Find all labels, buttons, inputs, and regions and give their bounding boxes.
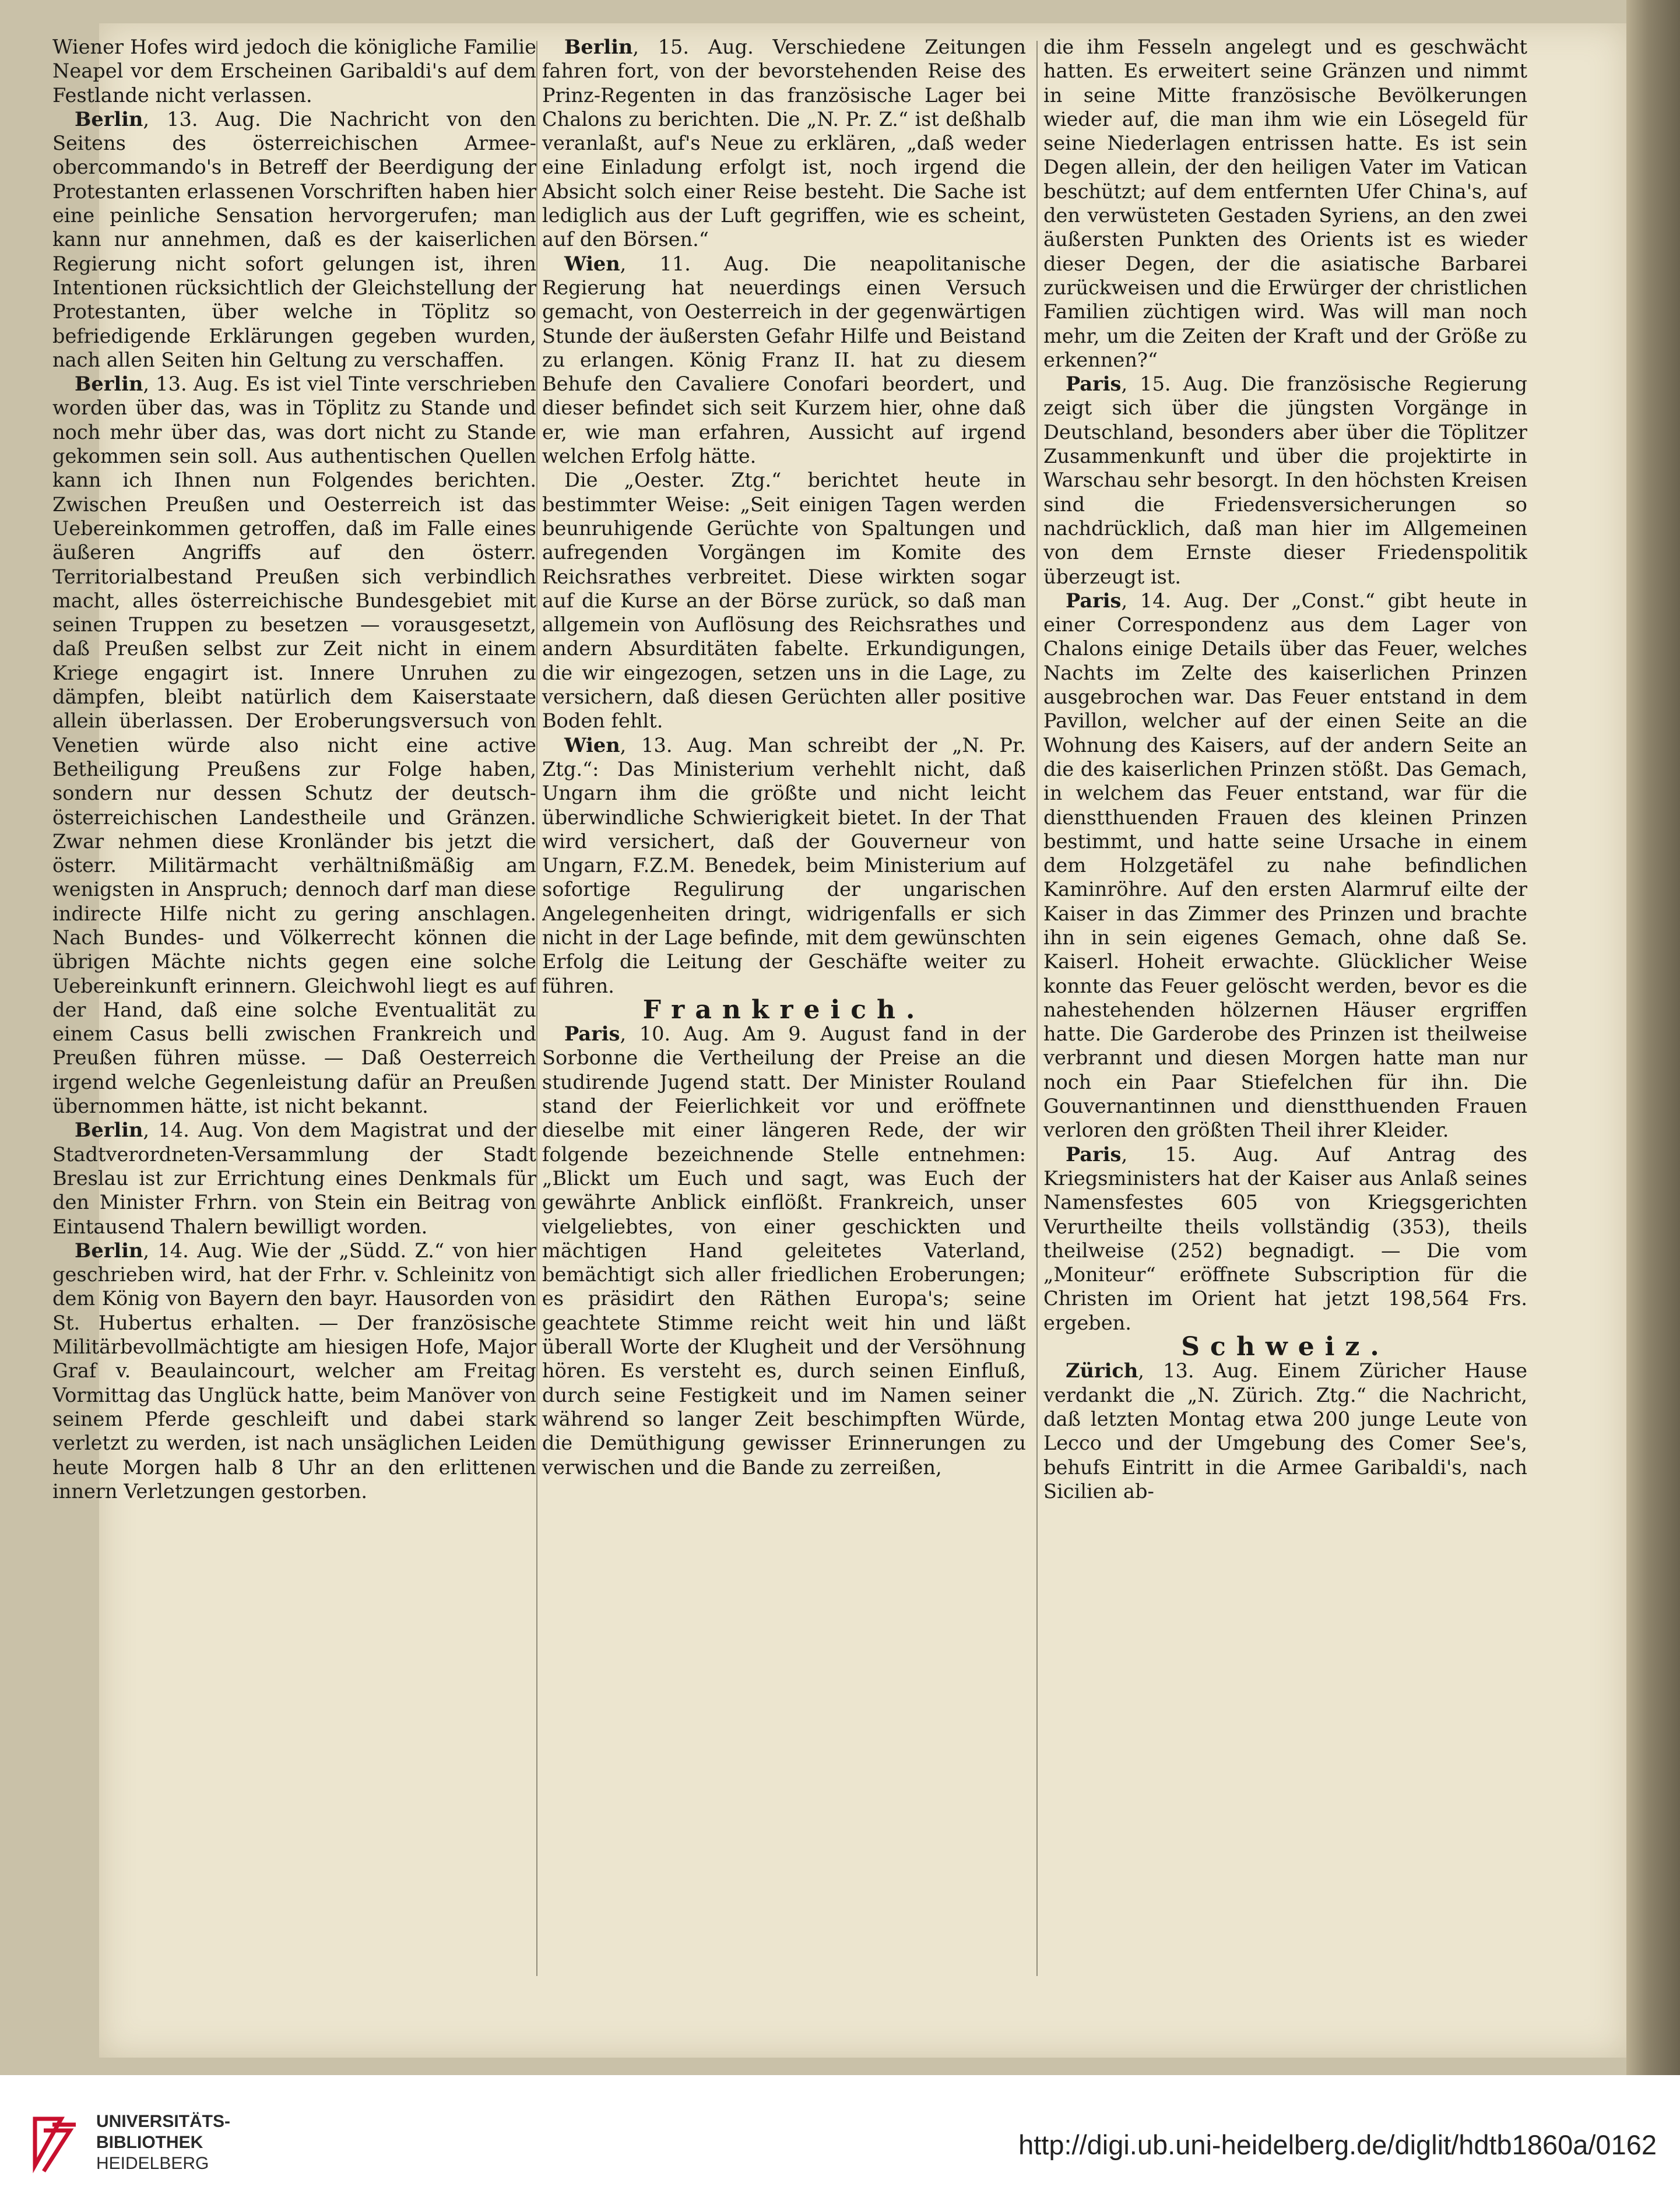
article-paragraph — [52, 1239, 536, 1503]
article-paragraph — [52, 1118, 536, 1238]
article-paragraph — [542, 35, 1026, 252]
dateline-place: Paris — [1066, 1142, 1122, 1166]
dateline-place: Berlin — [564, 35, 633, 58]
source-url-link[interactable]: http://digi.ub.uni-heidelberg.de/diglit/hdtb1860a/0162 — [1018, 2129, 1657, 2160]
article-paragraph — [1043, 1142, 1527, 1335]
article-text: die ihm Fesseln angelegt und es geschwächt hatten. Es erweitert seine Gränzen und nimmt in seine Mitte französische Bevölkerungen wieder auf, die man ihm wie ein Lösegeld für seine Niederlagen entrissen hatte. Es ist sein Degen allein, der den heiligen Vater im Vatican beschützt; auf dem entfernten Ufer China's, auf den verwüsteten Gestaden Syriens, an den zwei äußersten Punkten des Orients ist es wieder dieser Degen, der die asiatische Barbarei zurückweisen und die Erwürger der christlichen Familien züchtigen wird. Was will man noch mehr, um die Zeiten der Kraft und der Größe zu erkennen?“ — [1043, 36, 1527, 371]
article-text: , 11. Aug. Die neapolitanische Regierung hat neuerdings einen Versuch gemacht, von Oesterreich in der gegenwärtigen Stunde der äußersten Gefahr Hilfe und Beistand zu erlangen. König Franz II. hat zu diesem Behufe den Cavaliere Conofari beordert, und dieser befindet sich seit Kurzem hier, ohne daß er, wie man erfahren, Aussicht auf irgend welchen Erfolg hätte. — [542, 252, 1026, 468]
article-paragraph — [52, 35, 536, 107]
institution-line-2: BIBLIOTHEK — [96, 2133, 203, 2152]
footer-bar — [0, 2075, 1680, 2208]
article-paragraph — [52, 107, 536, 372]
page-edge — [1626, 0, 1680, 2075]
article-text: Die „Oester. Ztg.“ berichtet heute in bestimmter Weise: „Seit einigen Tagen werden beunruhigende Gerüchte von Spaltungen und aufregenden Vorgängen im Komite des Reichsrathes verbreitet. Diese wirkten sogar auf die Kurse an der Börse zurück, so daß man allgemein von Auflösung des Reichsrathes und andern Absurditäten fabelte. Erkundigungen, die wir eingezogen, setzen uns in die Lage, zu versichern, daß diesen Gerüchten aller positive Boden fehlt. — [542, 469, 1026, 733]
institution-name — [96, 2111, 230, 2174]
column-1 — [52, 35, 536, 1982]
column-rule — [536, 41, 537, 1976]
column-2 — [542, 35, 1026, 1982]
article-text: , 15. Aug. Auf Antrag des Kriegsministers hat der Kaiser aus Anlaß seines Namensfestes 605 von Kriegsgerichten Verurtheilte theils vollständig (353), theils theilweise (252) begnadigt. — Die vom „Moniteur“ eröffnete Subscription für die Christen im Orient hat jetzt 198,564 Frs. ergeben. — [1043, 1142, 1527, 1334]
article-text: , 13. Aug. Einem Züricher Hause verdankt die „N. Zürich. Ztg.“ die Nachricht, daß letzten Montag etwa 200 junge Leute von Lecco und der Umgebung des Comer See's, behufs Eintritt in die Armee Garibaldi's, nach Sicilien ab- — [1043, 1359, 1527, 1503]
article-paragraph — [542, 733, 1026, 998]
dateline-place: Berlin — [75, 107, 143, 131]
article-paragraph — [1043, 372, 1527, 589]
dateline-place: Zürich — [1066, 1359, 1138, 1383]
article-text: , 13. Aug. Es ist viel Tinte verschrieben worden über das, was in Töplitz zu Stande und noch mehr über das, was dort nicht zu Stande gekommen sein soll. Aus authentischen Quellen kann ich Ihnen nun Folgendes berichten. Zwischen Preußen und Oesterreich ist das Uebereinkommen getroffen, daß im Falle eines äußeren Angriffs auf den österr. Territorialbestand Preußen sich verbindlich macht, alles österreichische Bundesgebiet mit seinen Truppen zu besetzen — vorausgesetzt, daß Preußen selbst zur Zeit nicht in einem Kriege engagirt ist. Innere Unruhen zu dämpfen, bleibt natürlich dem Kaiserstaate allein überlassen. Der Eroberungsversuch von Venetien würde also nicht eine active Betheiligung Preußens zur Folge haben, sondern nur dessen Schutz der deutsch-österreichischen Landestheile und Gränzen. Zwar nehmen diese Kronländer bis jetzt die österr. Militärmacht verhältnißmäßig am wenigsten in Anspruch; dennoch darf man diese indirecte Hilfe nicht zu gering anschlagen. Nach Bundes- und Völkerrecht können die übrigen Mächte nichts gegen eine solche Uebereinkunft erinnern. Gleichwohl liegt es auf der Hand, daß eine solche Eventualität zu einem Casus belli zwischen Frankreich und Preußen führen müsse. — Daß Oesterreich irgend welche Gegenleistung dafür an Preußen übernommen hätte, ist nicht bekannt. — [52, 372, 536, 1118]
dateline-place: Wien — [564, 251, 620, 275]
article-text: , 13. Aug. Man schreibt der „N. Pr. Ztg.“: Das Ministerium verhehlt nicht, daß Ungarn ihm die größte und nicht leicht überwindliche Schwierigkeit bietet. In der That wird versichert, daß der Gouverneur von Ungarn, F.Z.M. Benedek, beim Ministerium auf sofortige Regulirung der ungarischen Angelegenheiten dringt, widrigenfalls er sich nicht in der Lage befinde, mit dem gewünschten Erfolg die Leitung der Geschäfte weiter zu führen. — [542, 733, 1026, 997]
article-paragraph — [52, 372, 536, 1118]
article-text: , 13. Aug. Die Nachricht von den Seitens des österreichischen Armee-obercommando's in Betreff der Beerdigung der Protestanten erlassenen Vorschriften haben hier eine peinliche Sensation hervorgerufen; man kann nur annehmen, daß es der kaiserlichen Regierung nicht sofort gelungen ist, ihren Intentionen rücksichtlich der Gleichstellung der Protestanten, über welche in Töplitz so befriedigende Erklärungen gegeben wurden, nach allen Seiten hin Geltung zu verschaffen. — [52, 107, 536, 371]
article-text: Wiener Hofes wird jedoch die königliche Familie Neapel vor dem Erscheinen Garibaldi's auf dem Festlande nicht verlassen. — [52, 36, 536, 107]
dateline-place: Berlin — [75, 372, 143, 396]
dateline-place: Paris — [1066, 372, 1122, 396]
article-text: , 14. Aug. Der „Const.“ gibt heute in einer Correspondenz aus dem Lager von Chalons einige Details über das Feuer, welches Nachts im Zelte des kaiserlichen Prinzen ausgebrochen war. Das Feuer entstand in dem Pavillon, welcher auf der einen Seite an die Wohnung des Kaisers, auf der andern Seite an die des kaiserlichen Prinzen stößt. Das Gemach, in welchem das Feuer entstand, war für die dienstthuenden Frauen des kleinen Prinzen bestimmt, und hatte seine Ursache in einem dem Holzgetäfel zu nahe befindlichen Kaminröhre. Auf den ersten Alarmruf eilte der Kaiser in das Zimmer des Prinzen und brachte ihn in sein eigenes Gemach, ohne daß Se. Kaiserl. Hoheit erwachte. Glücklicher Weise konnte das Feuer gelöscht werden, bevor es die nahestehenden hölzernen Häuser ergriffen hatte. Die Garderobe des Prinzen ist theilweise verbrannt und diesen Morgen hatte man nur noch ein Paar Stiefelchen für ihn. Die Gouvernantinnen und dienstthuenden Frauen verloren den größten Theil ihrer Kleider. — [1043, 589, 1527, 1142]
article-text: , 10. Aug. Am 9. August fand in der Sorbonne die Vertheilung der Preise an die studirende Jugend statt. Der Minister Rouland stand der Feierlichkeit vor und eröffnete dieselbe mit einer längeren Rede, der wir folgende bezeichnende Stelle entnehmen: „Blickt um Euch und sagt, was Euch der gewährte Anblick einflößt. Frankreich, unser vielgeliebtes, von einer geschickten und mächtigen Hand geleitetes Vaterland, bemächtigt sich aller friedlichen Eroberungen; es präsidirt den Räthen Europa's; seine geachtete Stimme reicht weit hin und läßt überall Worte der Klugheit und der Versöhnung hören. Es versteht es, durch seinen Einfluß, durch seine Festigkeit und im Namen seiner während so langer Zeit beschimpften Würde, die Demüthigung gewisser Erinnerungen zu verwischen und die Bande zu zerreißen, — [542, 1022, 1026, 1479]
article-paragraph — [542, 252, 1026, 469]
institution-line-3: HEIDELBERG — [96, 2154, 209, 2173]
article-text: , 14. Aug. Wie der „Südd. Z.“ von hier geschrieben wird, hat der Frhr. v. Schleinitz von dem König von Bayern den bayr. Hausorden von St. Hubertus erhalten. — Der französische Militärbevollmächtigte am hiesigen Hofe, Major Graf v. Beaulaincourt, welcher am Freitag Vormittag das Unglück hatte, beim Manöver von seinem Pferde geschleift und dabei stark verletzt zu werden, ist nach unsäglichen Leiden heute Morgen halb 8 Uhr an den erlittenen innern Verletzungen gestorben. — [52, 1239, 536, 1503]
article-text: , 15. Aug. Die französische Regierung zeigt sich über die jüngsten Vorgänge in Deutschland, besonders aber über die Töplitzer Zusammenkunft und über die projektirte in Warschau sehr besorgt. In den höchsten Kreisen sind die Friedensversicherungen so nachdrücklich, daß man hier im Allgemeinen von dem Ernste dieser Friedenspolitik überzeugt ist. — [1043, 372, 1527, 588]
dateline-place: Paris — [1066, 588, 1122, 612]
dateline-place: Berlin — [75, 1238, 143, 1262]
section-heading: Frankreich. — [642, 994, 926, 1025]
column-rule — [1036, 41, 1038, 1976]
column-3 — [1043, 35, 1527, 1982]
heidelberg-library-logo-icon — [17, 2107, 87, 2177]
article-paragraph — [542, 468, 1026, 733]
article-paragraph — [1043, 1359, 1527, 1503]
dateline-place: Paris — [564, 1022, 620, 1046]
article-paragraph — [1043, 35, 1527, 372]
dateline-place: Wien — [564, 733, 620, 757]
article-paragraph — [542, 1022, 1026, 1479]
dateline-place: Berlin — [75, 1118, 143, 1142]
article-text: , 15. Aug. Verschiedene Zeitungen fahren fort, von der bevorstehenden Reise des Prinz-Regenten in das französische Lager bei Chalons zu berichten. Die „N. Pr. Z.“ ist deßhalb veranlaßt, auf's Neue zu erklären, „daß weder eine Einladung erfolgt ist, noch irgend die Absicht solch einer Reise besteht. Die Sache ist lediglich aus der Luft gegriffen, wie es scheint, auf den Börsen.“ — [542, 36, 1026, 251]
article-text: , 14. Aug. Von dem Magistrat und der Stadtverordneten-Versammlung der Stadt Breslau ist zur Errichtung eines Denkmals für den Minister Frhrn. von Stein ein Beitrag von Eintausend Thalern bewilligt worden. — [52, 1119, 536, 1238]
article-paragraph — [1043, 589, 1527, 1142]
section-heading: Schweiz. — [1181, 1332, 1390, 1362]
institution-line-1: UNIVERSITÄTS- — [96, 2112, 231, 2131]
